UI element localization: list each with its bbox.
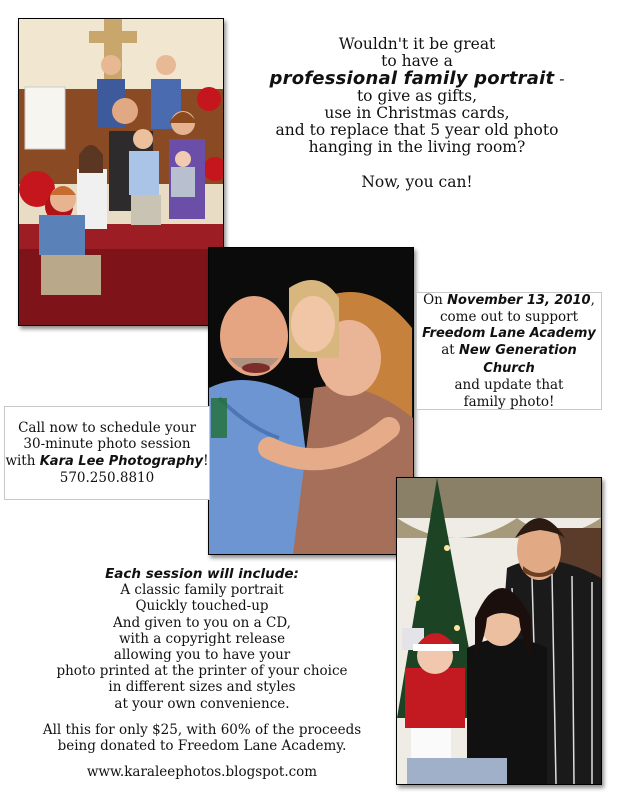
event-at: at xyxy=(441,342,455,359)
headline-line-7: hanging in the living room? xyxy=(308,138,526,156)
details-item: at your own convenience. xyxy=(114,695,290,712)
headline-line-2: to have a xyxy=(381,52,453,70)
event-line-2: come out to support xyxy=(439,309,579,326)
event-line-6: family photo! xyxy=(463,393,555,410)
details-item: Quickly touched-up xyxy=(135,598,269,615)
call-studio-line xyxy=(5,453,209,471)
phone-number: 570.250.8810 xyxy=(59,470,155,486)
headline-line-4: to give as gifts, xyxy=(356,87,478,105)
details-heading: Each session will include: xyxy=(105,566,299,582)
price-line-2: being donated to Freedom Lane Academy. xyxy=(57,738,347,755)
headline-line-3 xyxy=(232,70,602,88)
event-date-suffix: , xyxy=(590,291,595,308)
father-daughter-photo xyxy=(208,247,414,555)
event-line-5: and update that xyxy=(454,377,564,394)
headline-line-1: Wouldn't it be great xyxy=(338,35,496,53)
details-item: photo printed at the printer of your choice xyxy=(56,663,348,680)
headline-line-3-suffix: - xyxy=(554,70,565,88)
event-org: Freedom Lane Academy xyxy=(422,325,596,341)
call-line-1: Call now to schedule your xyxy=(18,419,196,436)
headline-block xyxy=(232,36,602,191)
call-with: with xyxy=(5,452,36,469)
event-venue: New Generation Church xyxy=(458,343,577,376)
headline-line-6: and to replace that 5 year old photo xyxy=(275,121,559,139)
headline-now-you-can: Now, you can! xyxy=(361,173,473,191)
call-to-action-box xyxy=(4,406,210,500)
event-info-box xyxy=(416,292,602,410)
headline-line-5: use in Christmas cards, xyxy=(324,104,510,122)
event-on: On xyxy=(423,291,443,308)
session-details xyxy=(10,566,394,780)
event-date-line xyxy=(417,292,601,310)
family-portrait-photo-church xyxy=(18,18,224,326)
headline-emphasis: professional family portrait xyxy=(269,68,555,89)
details-item: A classic family portrait xyxy=(120,582,284,599)
couple-with-baby-photo xyxy=(396,477,602,785)
details-item: And given to you on a CD, xyxy=(113,614,291,631)
details-item: allowing you to have your xyxy=(113,647,291,664)
studio-name: Kara Lee Photography xyxy=(39,453,204,469)
details-spacer xyxy=(10,712,394,722)
website-url[interactable]: www.karaleephotos.blogspot.com xyxy=(86,764,318,781)
studio-suffix: ! xyxy=(203,452,209,469)
event-date: November 13, 2010 xyxy=(447,292,591,308)
details-item: in different sizes and styles xyxy=(108,679,296,696)
call-line-2: 30-minute photo session xyxy=(23,436,191,452)
event-venue-line xyxy=(417,342,601,377)
details-item: with a copyright release xyxy=(118,630,286,647)
price-line-1: All this for only $25, with 60% of the proceeds xyxy=(42,721,362,738)
